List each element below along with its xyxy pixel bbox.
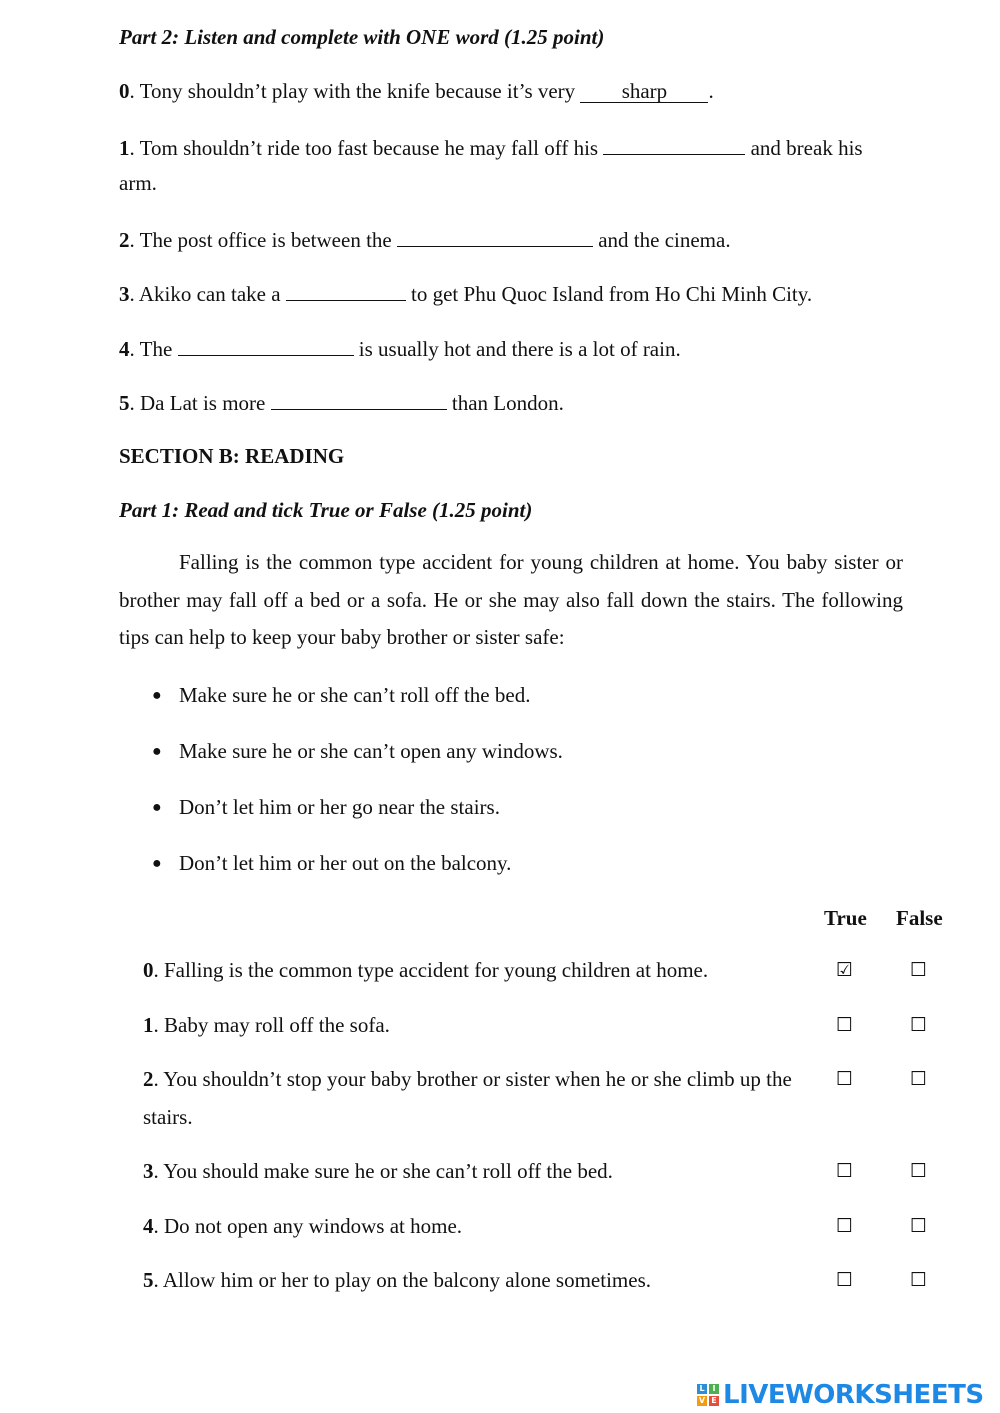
reading-passage	[119, 544, 903, 657]
statement-4	[143, 1208, 803, 1246]
item-text-after: and break his	[745, 136, 863, 160]
item-text-before: . The post office is between the	[129, 228, 397, 252]
passage-text: Falling is the common type accident for young children at home. You baby sister or brother may fall off a bed or a sofa. He or she may also fall down the stairs. The following tips can help to keep your baby brother or sister safe:	[119, 550, 903, 649]
logo-letter: I	[709, 1384, 719, 1394]
true-checkbox-3[interactable]: ☐	[836, 1160, 854, 1182]
statement-text: . Baby may roll off the sofa.	[153, 1013, 390, 1037]
false-checkbox-5[interactable]: ☐	[910, 1269, 928, 1291]
bullet-icon: ●	[152, 687, 162, 704]
logo-mark-icon	[697, 1384, 719, 1406]
item-number: 3	[119, 282, 130, 306]
true-checkbox-1[interactable]: ☐	[836, 1014, 854, 1036]
false-checkbox-2[interactable]: ☐	[910, 1068, 928, 1090]
tip-text: Make sure he or she can’t open any windows.	[179, 739, 563, 763]
statement-2	[143, 1061, 803, 1136]
listening-item-1-cont: arm.	[119, 171, 157, 195]
item-text-before: . Tony shouldn’t play with the knife because it’s very	[129, 79, 581, 103]
false-checkbox-3[interactable]: ☐	[910, 1160, 928, 1182]
item-number: 0	[143, 958, 154, 982]
statement-text: . Allow him or her to play on the balcony alone sometimes.	[153, 1268, 651, 1292]
item-number: 1	[143, 1013, 154, 1037]
item-text-after: and the cinema.	[592, 228, 731, 252]
tip-text: Make sure he or she can’t roll off the bed.	[179, 683, 531, 707]
listening-item-3	[119, 280, 812, 307]
true-checkbox-5[interactable]: ☐	[836, 1269, 854, 1291]
listening-item-4	[119, 335, 681, 362]
bullet-icon: ●	[152, 799, 162, 816]
answer-blank-3[interactable]	[286, 280, 406, 301]
item-number: 2	[143, 1067, 154, 1091]
logo-text: LIVEWORKSHEETS	[723, 1380, 984, 1410]
item-text-before: . Akiko can take a	[129, 282, 286, 306]
true-column-header: True	[824, 906, 867, 930]
false-checkbox-0[interactable]: ☐	[910, 959, 928, 981]
statement-text: . Do not open any windows at home.	[153, 1214, 463, 1238]
answer-blank-0: sharp	[580, 80, 708, 103]
item-text-before: . Tom shouldn’t ride too fast because he may fall off his	[129, 136, 604, 160]
logo-letter: E	[709, 1396, 719, 1406]
item-number: 3	[143, 1159, 154, 1183]
liveworksheets-logo	[697, 1378, 984, 1412]
statement-3	[143, 1153, 803, 1191]
item-number: 0	[119, 79, 130, 103]
item-number: 5	[119, 391, 130, 415]
answer-blank-5[interactable]	[271, 389, 447, 410]
reading-section-title: SECTION B: READING	[119, 444, 345, 468]
item-number: 4	[143, 1214, 154, 1238]
tip-item	[152, 739, 563, 764]
true-checkbox-0[interactable]: ☑	[836, 959, 854, 981]
reading-part-title: Part 1: Read and tick True or False (1.25 point)	[119, 498, 533, 522]
statement-5	[143, 1262, 803, 1300]
statement-text: . You shouldn’t stop your baby brother or sister when he or she climb up the stairs.	[143, 1067, 792, 1129]
false-column-header: False	[896, 906, 943, 930]
item-text-after: is usually hot and there is a lot of rain.	[353, 337, 681, 361]
listening-item-2	[119, 226, 731, 253]
item-number: 2	[119, 228, 130, 252]
listening-item-0	[119, 79, 714, 104]
tip-item	[152, 851, 511, 876]
answer-blank-4[interactable]	[178, 335, 354, 356]
true-checkbox-4[interactable]: ☐	[836, 1215, 854, 1237]
item-number: 5	[143, 1268, 154, 1292]
false-checkbox-4[interactable]: ☐	[910, 1215, 928, 1237]
tip-text: Don’t let him or her out on the balcony.	[179, 851, 512, 875]
statement-1	[143, 1007, 803, 1045]
tip-item	[152, 683, 530, 708]
item-text-after: than London.	[446, 391, 564, 415]
item-number: 4	[119, 337, 130, 361]
statement-text: . Falling is the common type accident for young children at home.	[153, 958, 709, 982]
answer-blank-2[interactable]	[397, 226, 593, 247]
logo-letter: V	[698, 1396, 706, 1405]
statement-0	[143, 952, 803, 990]
listening-part-title: Part 2: Listen and complete with ONE word (1.25 point)	[119, 25, 605, 49]
statement-text: . You should make sure he or she can’t roll off the bed.	[153, 1159, 613, 1183]
true-checkbox-2[interactable]: ☐	[836, 1068, 854, 1090]
tip-text: Don’t let him or her go near the stairs.	[179, 795, 500, 819]
item-text-before: . The	[129, 337, 178, 361]
bullet-icon: ●	[152, 855, 162, 872]
logo-letter: L	[697, 1384, 707, 1394]
false-checkbox-1[interactable]: ☐	[910, 1014, 928, 1036]
listening-item-1	[119, 134, 863, 161]
tip-item	[152, 795, 500, 820]
item-text-after: to get Phu Quoc Island from Ho Chi Minh City.	[405, 282, 813, 306]
item-text-before: . Da Lat is more	[129, 391, 271, 415]
item-number: 1	[119, 136, 130, 160]
answer-blank-1[interactable]	[603, 134, 745, 155]
item-text-after: .	[708, 79, 714, 103]
listening-item-5	[119, 389, 564, 416]
bullet-icon: ●	[152, 743, 162, 760]
